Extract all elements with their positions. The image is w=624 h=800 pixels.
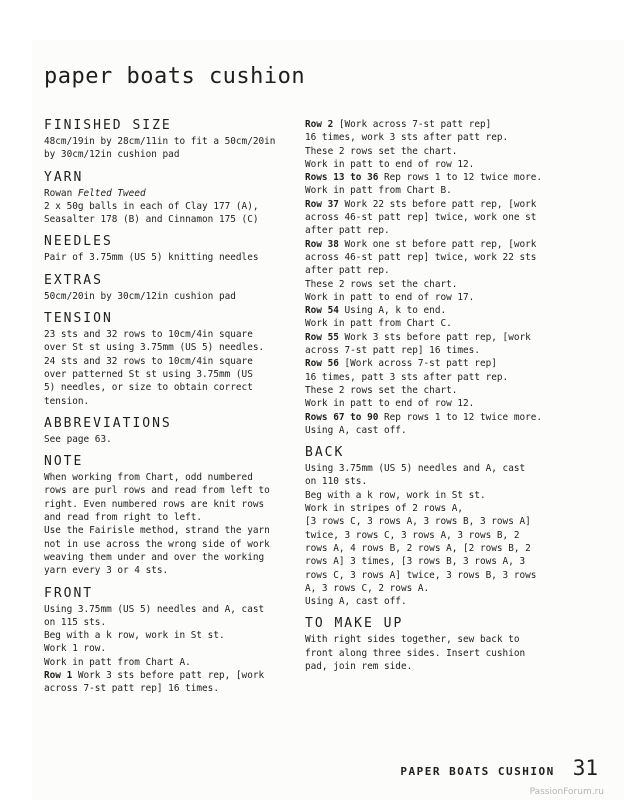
- section-extras: [44, 273, 284, 303]
- line-text: across 7-st patt rep] 16 times.: [44, 683, 219, 695]
- line-text: Pair of 3.75mm (US 5) knitting needles: [44, 252, 259, 264]
- section-continued: [305, 118, 555, 437]
- text-line: [44, 355, 284, 368]
- line-text: rows A, 4 rows B, 2 rows A, [2 rows B, 2: [305, 542, 531, 554]
- text-line: [305, 184, 555, 197]
- text-line: [305, 489, 555, 502]
- text-line: [44, 148, 284, 161]
- line-text: Using 3.75mm (US 5) needles and A, cast: [305, 463, 526, 475]
- text-line: [305, 582, 555, 595]
- section-abbreviations: [44, 416, 284, 446]
- row-label: Row 38: [305, 238, 339, 250]
- line-text: Work 3 sts before patt rep, [work: [338, 331, 531, 343]
- text-line: [305, 198, 555, 211]
- text-line: [44, 603, 284, 616]
- row-label: Row 37: [305, 198, 339, 210]
- text-line: [305, 542, 555, 555]
- row-label: Rows 13 to 36: [305, 172, 379, 184]
- line-text: These 2 rows set the chart.: [305, 384, 458, 396]
- text-line: [305, 131, 555, 144]
- text-line: [305, 515, 555, 528]
- text-line: [44, 290, 284, 303]
- text-line: [44, 616, 284, 629]
- text-line: [305, 291, 555, 304]
- section-needles: [44, 234, 284, 264]
- section-front: [44, 586, 284, 696]
- line-text: 16 times, work 3 sts after patt rep.: [305, 132, 509, 144]
- line-text: 23 sts and 32 rows to 10cm/4in square: [44, 329, 253, 341]
- line-text: Using A, cast off.: [305, 596, 407, 608]
- text-line: [305, 278, 555, 291]
- text-line: [44, 538, 284, 551]
- line-text: Work 22 sts before patt rep, [work: [338, 198, 537, 210]
- right-column: [305, 118, 555, 681]
- text-line: [44, 498, 284, 511]
- text-line: [305, 633, 555, 646]
- text-line: [44, 328, 284, 341]
- text-line: [44, 511, 284, 524]
- line-text: rows A] 3 times, [3 rows B, 3 rows A, 3: [305, 556, 526, 568]
- line-text: Work in patt from Chart B.: [305, 185, 452, 197]
- text-line: [305, 647, 555, 660]
- text-line: [305, 384, 555, 397]
- text-line: [44, 669, 284, 682]
- line-text: Work in patt to end of row 12.: [305, 158, 475, 170]
- line-text: Using 3.75mm (US 5) needles and A, cast: [44, 603, 265, 615]
- text-line: [305, 211, 555, 224]
- text-line: [44, 135, 284, 148]
- line-text: See page 63.: [44, 433, 112, 445]
- text-line: [44, 368, 284, 381]
- line-text: twice, 3 rows C, 3 rows A, 3 rows B, 2: [305, 529, 520, 541]
- line-text: Work in patt from Chart C.: [305, 318, 452, 330]
- line-text: These 2 rows set the chart.: [305, 278, 458, 290]
- text-line: [305, 371, 555, 384]
- text-line: [44, 471, 284, 484]
- line-text: Work in patt from Chart A.: [44, 656, 191, 668]
- line-text: Rep rows 1 to 12 twice more.: [378, 411, 543, 423]
- line-text: across 46-st patt rep] twice, work 22 sts: [305, 251, 537, 263]
- line-text: on 115 sts.: [44, 616, 107, 628]
- line-text: Work 1 row.: [44, 643, 107, 655]
- text-line: [305, 145, 555, 158]
- text-line: [44, 484, 284, 497]
- text-line: [305, 397, 555, 410]
- left-column: [44, 118, 284, 704]
- line-text: by 30cm/12in cushion pad: [44, 149, 180, 161]
- line-text: after patt rep.: [305, 225, 390, 237]
- text-line: [305, 238, 555, 251]
- line-text: [Work across 7-st patt rep]: [333, 119, 492, 130]
- line-text: tension.: [44, 395, 90, 407]
- line-text: over patterned St st using 3.75mm (US: [44, 368, 253, 380]
- text-line: [305, 224, 555, 237]
- text-line: [305, 317, 555, 330]
- line-text: A, 3 rows C, 2 rows A.: [305, 582, 430, 594]
- row-label: Row 54: [305, 305, 339, 317]
- section-heading: TO MAKE UP: [305, 616, 404, 632]
- section-heading: TENSION: [44, 311, 113, 327]
- line-text: on 110 sts.: [305, 476, 368, 488]
- text-line: [305, 118, 555, 131]
- row-label: Row 56: [305, 358, 339, 370]
- row-label: Rows 67 to 90: [305, 411, 379, 423]
- line-text: [3 rows C, 3 rows A, 3 rows B, 3 rows A]: [305, 516, 531, 528]
- line-text: 16 times, patt 3 sts after patt rep.: [305, 371, 509, 383]
- line-text: Work in patt to end of row 12.: [305, 398, 475, 410]
- section-heading: NOTE: [44, 454, 84, 470]
- text-line: [305, 344, 555, 357]
- line-text: When working from Chart, odd numbered: [44, 472, 253, 484]
- line-text: Beg with a k row, work in St st.: [305, 489, 486, 501]
- text-line: [305, 555, 555, 568]
- section-yarn: [44, 170, 284, 227]
- text-line: [44, 682, 284, 695]
- section-note: [44, 454, 284, 577]
- text-line: [305, 251, 555, 264]
- line-text: over St st using 3.75mm (US 5) needles.: [44, 342, 265, 354]
- line-text: These 2 rows set the chart.: [305, 145, 458, 157]
- page-footer: [400, 756, 598, 780]
- line-text: 5) needles, or size to obtain correct: [44, 382, 253, 394]
- section-heading: FINISHED SIZE: [44, 118, 172, 133]
- text-line: [305, 462, 555, 475]
- section-heading: NEEDLES: [44, 234, 113, 250]
- text-line: [305, 331, 555, 344]
- line-text: pad, join rem side.: [305, 660, 413, 672]
- page-number: 31: [572, 756, 598, 780]
- row-label: Row 2: [305, 119, 334, 130]
- section-heading: BACK: [305, 445, 345, 461]
- text-line: [44, 642, 284, 655]
- line-text: Rep rows 1 to 12 twice more.: [378, 172, 543, 184]
- line-text: Beg with a k row, work in St st.: [44, 630, 225, 642]
- line-text: yarn every 3 or 4 sts.: [44, 565, 169, 577]
- text-line: [305, 264, 555, 277]
- text-line: [44, 187, 284, 200]
- text-line: [44, 524, 284, 537]
- line-text: rows are purl rows and read from left to: [44, 485, 270, 497]
- text-line: [44, 433, 284, 446]
- line-text: 48cm/19in by 28cm/11in to fit a 50cm/20in: [44, 136, 276, 147]
- line-text: [Work across 7-st patt rep]: [338, 358, 497, 370]
- line-text: after patt rep.: [305, 265, 390, 277]
- section-tension: [44, 311, 284, 408]
- section-back: [305, 445, 555, 608]
- text-line: [44, 341, 284, 354]
- text-line: [44, 629, 284, 642]
- text-line: [44, 564, 284, 577]
- text-line: [305, 569, 555, 582]
- text-line: [305, 158, 555, 171]
- text-line: [305, 502, 555, 515]
- footer-title: PAPER BOATS CUSHION: [400, 765, 555, 778]
- watermark: PassionForum.ru: [529, 787, 604, 797]
- line-text: rows C, 3 rows A] twice, 3 rows B, 3 rows: [305, 569, 537, 581]
- text-line: [305, 660, 555, 673]
- text-line: [44, 213, 284, 226]
- line-text: With right sides together, sew back to: [305, 634, 520, 646]
- section-heading: YARN: [44, 169, 84, 185]
- text-line: [305, 424, 555, 437]
- line-text: right. Even numbered rows are knit rows: [44, 498, 265, 510]
- line-text: Using A, k to end.: [338, 305, 447, 317]
- line-text: Use the Fairisle method, strand the yarn: [44, 525, 270, 537]
- row-label: Row 1: [44, 670, 73, 682]
- page-title: paper boats cushion: [44, 64, 306, 89]
- text-line: [305, 595, 555, 608]
- line-text: Work in patt to end of row 17.: [305, 291, 475, 303]
- line-text: and read from right to left.: [44, 512, 203, 524]
- section-heading: EXTRAS: [44, 272, 103, 288]
- line-text: Work in stripes of 2 rows A,: [305, 503, 464, 515]
- section-to-make-up: [305, 616, 555, 673]
- text-line: [44, 395, 284, 408]
- line-text: Using A, cast off.: [305, 424, 407, 436]
- line-text: across 7-st patt rep] 16 times.: [305, 345, 480, 357]
- section-finished-size: [44, 118, 284, 162]
- line-text: not in use across the wrong side of work: [44, 538, 270, 550]
- line-text: 24 sts and 32 rows to 10cm/4in square: [44, 355, 253, 367]
- section-heading: ABBREVIATIONS: [44, 415, 172, 431]
- line-text: Work 3 sts before patt rep, [work: [72, 670, 265, 682]
- text-line: [305, 171, 555, 184]
- line-text: Rowan Felted Tweed: [44, 187, 146, 199]
- text-line: [44, 381, 284, 394]
- row-label: Row 55: [305, 331, 339, 343]
- text-line: [44, 551, 284, 564]
- text-line: [305, 529, 555, 542]
- line-text: Work one st before patt rep, [work: [338, 238, 537, 250]
- text-line: [44, 656, 284, 669]
- line-text: Seasalter 178 (B) and Cinnamon 175 (C): [44, 214, 259, 226]
- text-line: [305, 411, 555, 424]
- line-text: front along three sides. Insert cushion: [305, 647, 526, 659]
- line-text: across 46-st patt rep] twice, work one st: [305, 212, 537, 224]
- text-line: [305, 304, 555, 317]
- line-text: 2 x 50g balls in each of Clay 177 (A),: [44, 200, 259, 212]
- line-text: weaving them under and over the working: [44, 551, 265, 563]
- line-text: 50cm/20in by 30cm/12in cushion pad: [44, 290, 236, 302]
- section-heading: FRONT: [44, 585, 94, 601]
- text-line: [305, 357, 555, 370]
- text-line: [44, 200, 284, 213]
- text-line: [44, 251, 284, 264]
- text-line: [305, 475, 555, 488]
